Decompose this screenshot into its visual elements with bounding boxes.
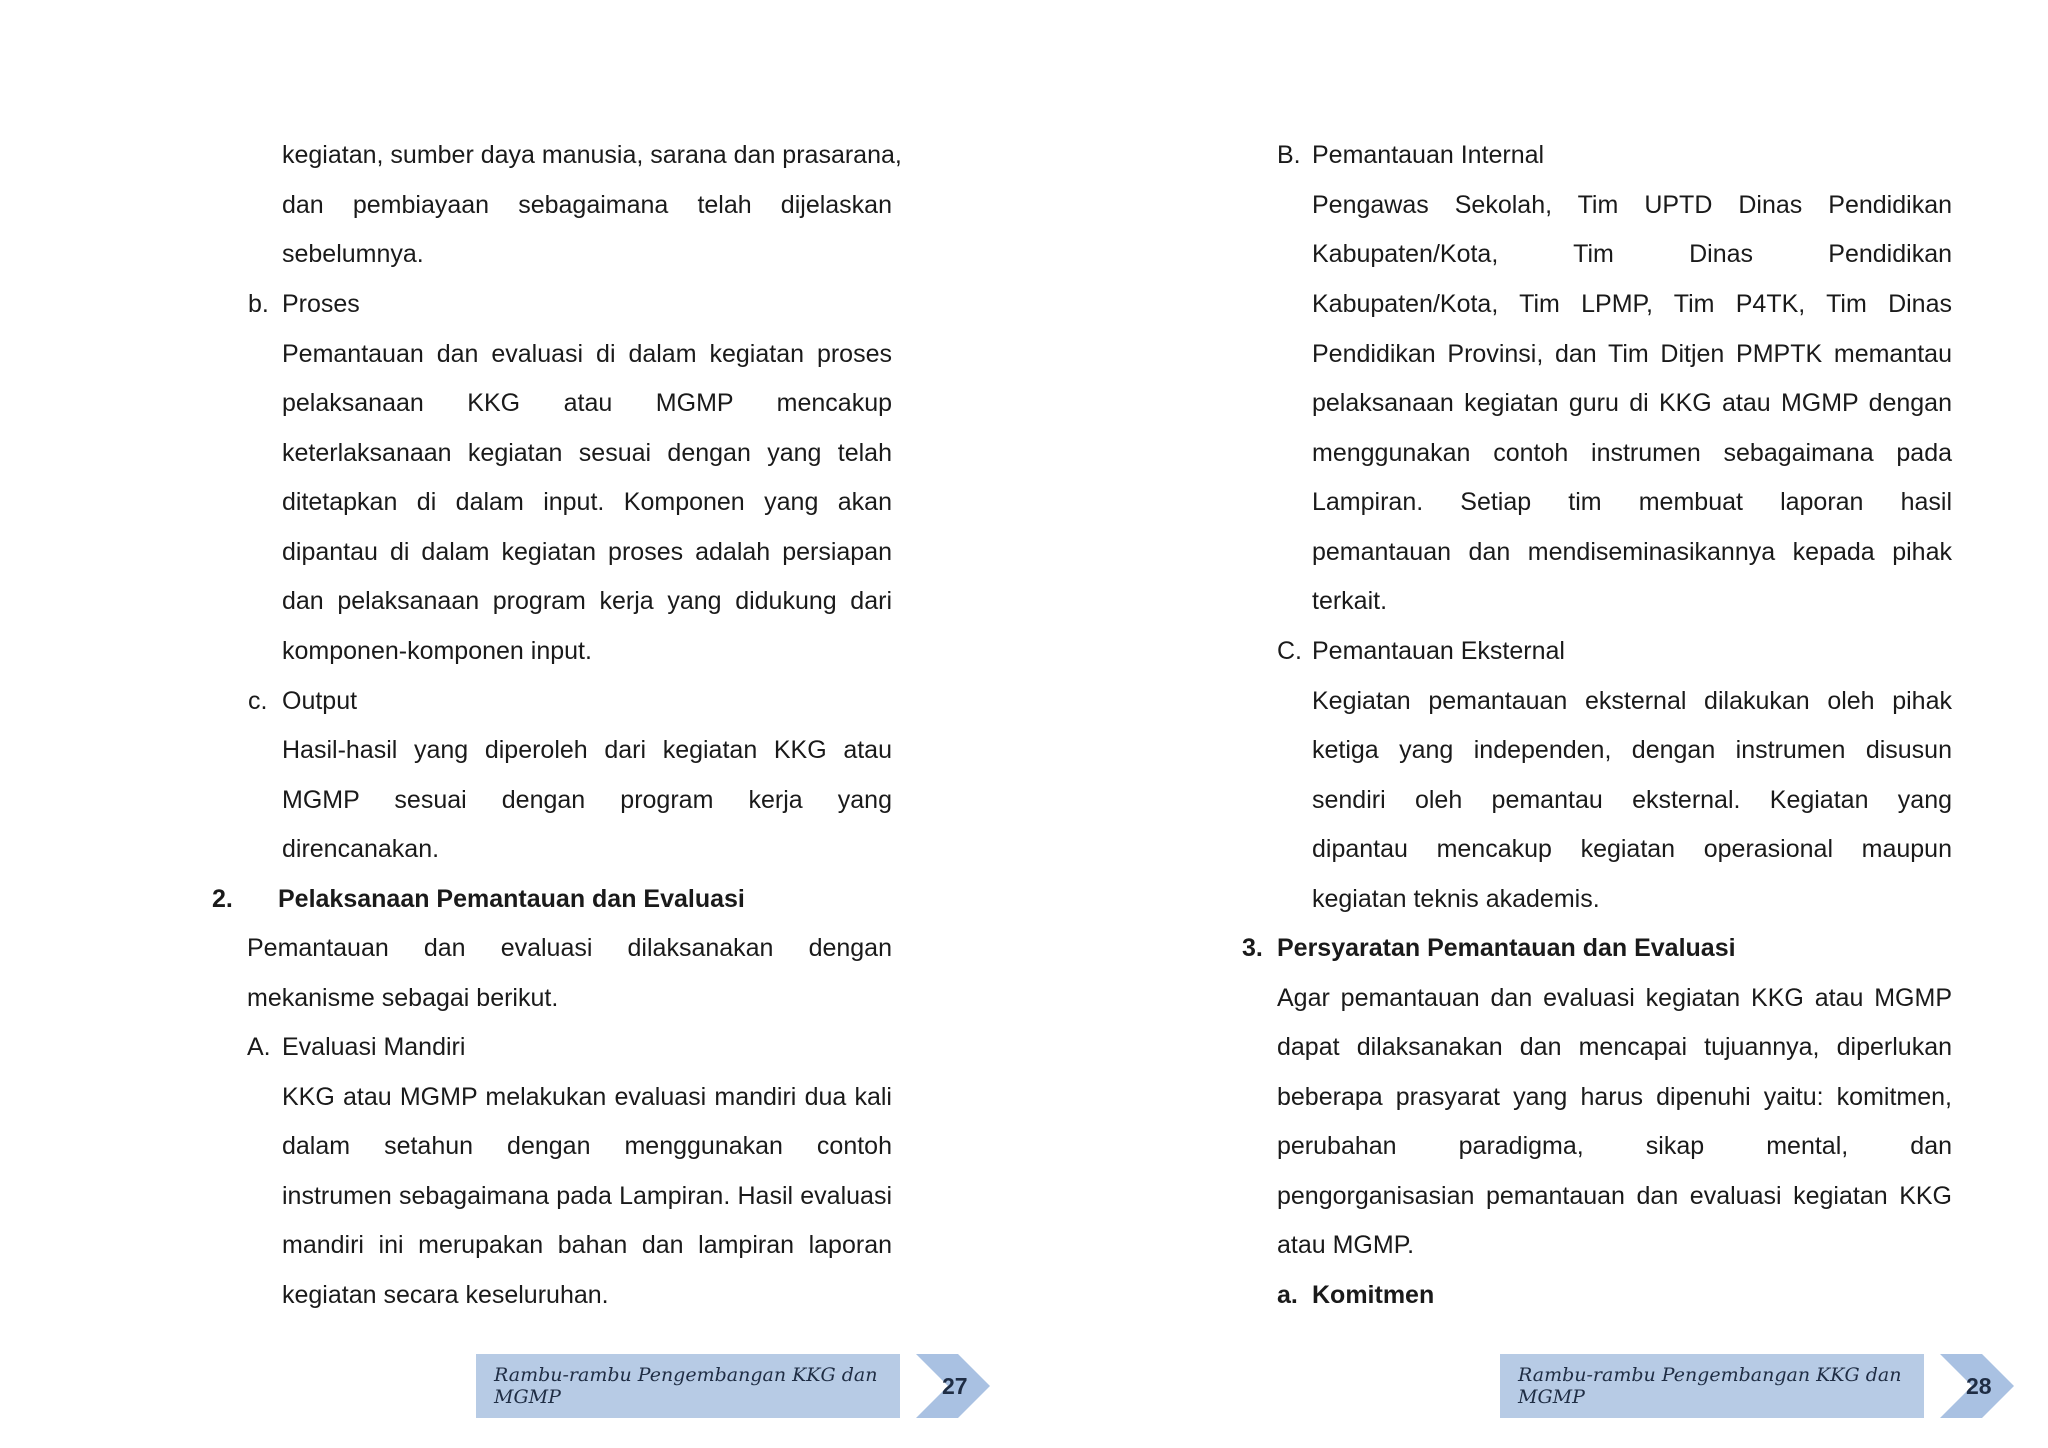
section-2-heading: Pelaksanaan Pemantauan dan Evaluasi bbox=[278, 885, 745, 913]
proses-marker: b. bbox=[248, 290, 269, 318]
pemantauan-internal-line-7: Lampiran. Setiap tim membuat laporan hasil bbox=[1312, 488, 1952, 516]
section-3-number: 3. bbox=[1242, 934, 1263, 962]
section-3-line-4: perubahan paradigma, sikap mental, dan bbox=[1277, 1132, 1952, 1160]
output-marker: c. bbox=[248, 687, 268, 715]
proses-line-1: Pemantauan dan evaluasi di dalam kegiatan proses bbox=[282, 340, 892, 368]
pemantauan-eksternal-line-4: dipantau mencakup kegiatan operasional maupun bbox=[1312, 835, 1952, 863]
proses-line-4: ditetapkan di dalam input. Komponen yang akan bbox=[282, 488, 892, 516]
evaluasi-mandiri-line-1: KKG atau MGMP melakukan evaluasi mandiri dua kali bbox=[282, 1083, 892, 1111]
output-line-3: direncanakan. bbox=[282, 835, 440, 863]
komitmen-heading: Komitmen bbox=[1312, 1281, 1435, 1309]
footer-title: Rambu-rambu Pengembangan KKG dan MGMP bbox=[1518, 1364, 1902, 1408]
page-number: 28 bbox=[1966, 1373, 1992, 1399]
pemantauan-internal-marker: B. bbox=[1277, 141, 1301, 169]
section-3-line-6: atau MGMP. bbox=[1277, 1231, 1415, 1259]
footer-banner bbox=[1500, 1354, 2020, 1418]
pemantauan-eksternal-marker: C. bbox=[1277, 637, 1302, 665]
output-line-1: Hasil-hasil yang diperoleh dari kegiatan KKG atau bbox=[282, 736, 892, 764]
pemantauan-internal-line-2: Kabupaten/Kota, Tim Dinas Pendidikan bbox=[1312, 240, 1952, 268]
pemantauan-internal-line-9: terkait. bbox=[1312, 587, 1388, 615]
footer-banner bbox=[476, 1354, 996, 1418]
evaluasi-mandiri-line-3: instrumen sebagaimana pada Lampiran. Hasil evaluasi bbox=[282, 1182, 892, 1210]
proses-line-6: dan pelaksanaan program kerja yang didukung dari bbox=[282, 587, 892, 615]
input-line-3: sebelumnya. bbox=[282, 240, 424, 268]
footer-title: Rambu-rambu Pengembangan KKG dan MGMP bbox=[494, 1364, 878, 1408]
footer-arrow-icon bbox=[1500, 1354, 2020, 1418]
proses-heading: Proses bbox=[282, 290, 360, 318]
input-line-1: kegiatan, sumber daya manusia, sarana dan prasarana, bbox=[282, 141, 902, 169]
pemantauan-internal-line-1: Pengawas Sekolah, Tim UPTD Dinas Pendidikan bbox=[1312, 191, 1952, 219]
section-3-heading: Persyaratan Pemantauan dan Evaluasi bbox=[1277, 934, 1736, 962]
section-2-number: 2. bbox=[212, 885, 233, 913]
evaluasi-mandiri-line-5: kegiatan secara keseluruhan. bbox=[282, 1281, 609, 1309]
pemantauan-internal-heading: Pemantauan Internal bbox=[1312, 141, 1545, 169]
proses-line-5: dipantau di dalam kegiatan proses adalah persiapan bbox=[282, 538, 892, 566]
evaluasi-mandiri-line-4: mandiri ini merupakan bahan dan lampiran laporan bbox=[282, 1231, 892, 1259]
output-line-2: MGMP sesuai dengan program kerja yang bbox=[282, 786, 892, 814]
proses-line-2: pelaksanaan KKG atau MGMP mencakup bbox=[282, 389, 892, 417]
pemantauan-eksternal-line-5: kegiatan teknis akademis. bbox=[1312, 885, 1600, 913]
evaluasi-mandiri-marker: A. bbox=[247, 1033, 271, 1061]
section-3-line-5: pengorganisasian pemantauan dan evaluasi kegiatan KKG bbox=[1277, 1182, 1952, 1210]
pemantauan-internal-line-3: Kabupaten/Kota, Tim LPMP, Tim P4TK, Tim Dinas bbox=[1312, 290, 1952, 318]
section-2-line-2: mekanisme sebagai berikut. bbox=[247, 984, 559, 1012]
pemantauan-eksternal-line-2: ketiga yang independen, dengan instrumen disusun bbox=[1312, 736, 1952, 764]
pemantauan-internal-line-6: menggunakan contoh instrumen sebagaimana pada bbox=[1312, 439, 1952, 467]
section-3-line-2: dapat dilaksanakan dan mencapai tujuannya, diperlukan bbox=[1277, 1033, 1952, 1061]
komitmen-marker: a. bbox=[1277, 1281, 1298, 1309]
pemantauan-eksternal-line-3: sendiri oleh pemantau eksternal. Kegiatan yang bbox=[1312, 786, 1952, 814]
page-number: 27 bbox=[942, 1373, 968, 1399]
evaluasi-mandiri-heading: Evaluasi Mandiri bbox=[282, 1033, 466, 1061]
pemantauan-eksternal-line-1: Kegiatan pemantauan eksternal dilakukan oleh pihak bbox=[1312, 687, 1952, 715]
section-2-line-1: Pemantauan dan evaluasi dilaksanakan dengan bbox=[247, 934, 892, 962]
pemantauan-internal-line-4: Pendidikan Provinsi, dan Tim Ditjen PMPTK memantau bbox=[1312, 340, 1952, 368]
proses-line-3: keterlaksanaan kegiatan sesuai dengan yang telah bbox=[282, 439, 892, 467]
footer-arrow-icon bbox=[476, 1354, 996, 1418]
proses-line-7: komponen-komponen input. bbox=[282, 637, 592, 665]
evaluasi-mandiri-line-2: dalam setahun dengan menggunakan contoh bbox=[282, 1132, 892, 1160]
input-line-2: dan pembiayaan sebagaimana telah dijelaskan bbox=[282, 191, 892, 219]
output-heading: Output bbox=[282, 687, 358, 715]
pemantauan-internal-line-5: pelaksanaan kegiatan guru di KKG atau MGMP dengan bbox=[1312, 389, 1952, 417]
pemantauan-eksternal-heading: Pemantauan Eksternal bbox=[1312, 637, 1565, 665]
section-3-line-3: beberapa prasyarat yang harus dipenuhi yaitu: komitmen, bbox=[1277, 1083, 1952, 1111]
section-3-line-1: Agar pemantauan dan evaluasi kegiatan KKG atau MGMP bbox=[1277, 984, 1952, 1012]
page-28 bbox=[1024, 0, 2048, 1448]
pemantauan-internal-line-8: pemantauan dan mendiseminasikannya kepada pihak bbox=[1312, 538, 1952, 566]
